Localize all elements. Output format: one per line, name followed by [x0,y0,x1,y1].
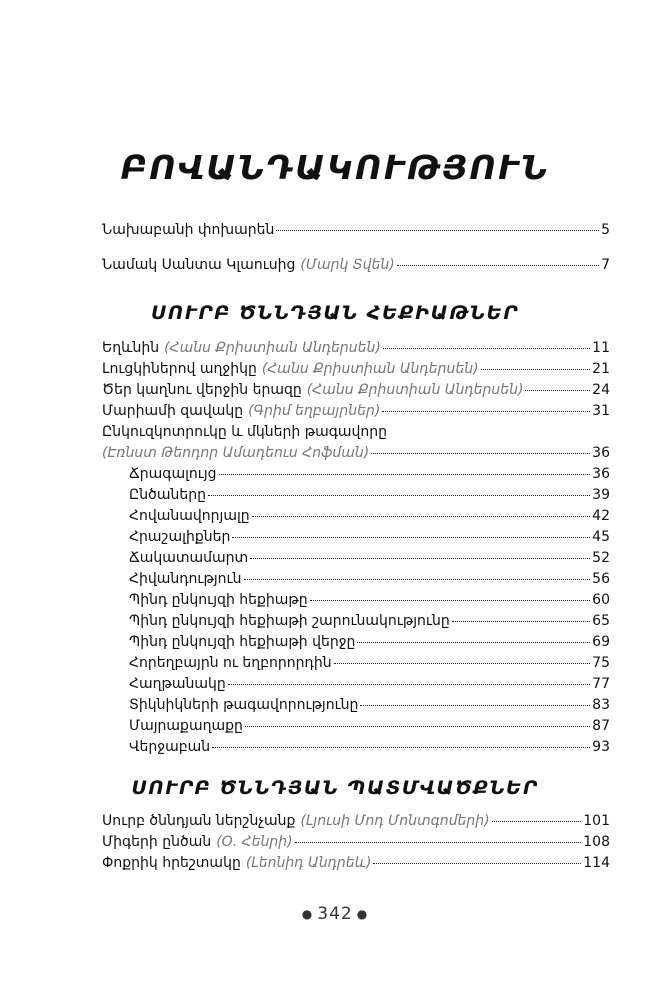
entry-author: (Օ. Հենրի) [216,834,293,850]
entry-label: Փոքրիկ հրեշտակը [102,855,241,871]
toc-chapter[interactable] [129,654,610,672]
dot-leader [383,348,590,349]
chapter-label: Ճակատամարտ [129,550,249,566]
entry-author: (Լյուսի Մոդ Մոնտգոմերի) [300,813,490,829]
dot-leader [373,863,581,864]
toc-entry[interactable] [102,339,610,357]
chapter-page: 83 [592,697,610,713]
toc-entry[interactable] [102,812,610,830]
chapter-label: Հովանավորյալը [129,508,250,524]
dot-leader [382,411,590,412]
chapter-page: 39 [592,487,610,503]
toc-chapter[interactable] [129,507,610,525]
dot-leader [492,821,582,822]
toc-chapter[interactable] [129,570,610,588]
chapter-page: 93 [592,739,610,755]
chapter-label: Մայրաքաղաքը [129,718,243,734]
chapter-page: 45 [592,529,610,545]
dot-leader [452,621,590,622]
dot-leader [250,558,590,559]
dot-leader [371,453,590,454]
page-title: ԲՈՎԱՆԴԱԿՈՒԹՅՈՒՆ [120,148,550,187]
toc-chapter[interactable] [129,717,610,735]
toc-chapter[interactable] [129,486,610,504]
entry-label: Մարիամի զավակը [102,403,244,419]
toc-chapter[interactable] [129,549,610,567]
section-heading-stories: ՍՈՒՐԲ ԾՆՆԴՅԱՆ ՊԱՏՄՎԱԾՔՆԵՐ [131,777,539,799]
toc-chapter[interactable] [129,528,610,546]
dot-leader [276,230,599,231]
entry-label: Սուրբ ծննդյան ներշնչանք [102,813,296,829]
chapter-label: Հրաշալիքներ [129,529,231,545]
chapter-label: Պինդ ընկույզի հեքիաթը [129,592,308,608]
entry-label: Նախաբանի փոխարեն [102,222,275,238]
toc-entry[interactable] [102,381,610,399]
chapter-label: Պինդ ընկույզի հեքիաթի շարունակությունը [129,613,450,629]
page-number: 342 [317,904,353,924]
entry-page: 36 [592,445,610,461]
chapter-label: Պինդ ընկույզի հեքիաթի վերջը [129,634,356,650]
toc-entry-preface[interactable] [102,221,610,239]
page-footer [0,904,670,924]
bullet-ornament: ● [301,907,314,921]
dot-leader [525,390,590,391]
entry-label: Ծեր կաղնու վերջին երազը [102,382,302,398]
chapter-page: 75 [592,655,610,671]
chapter-label: Հորեղբայրն ու եղբորորդին [129,655,332,671]
toc-entry[interactable] [102,360,610,378]
dot-leader [310,600,591,601]
chapter-page: 56 [592,571,610,587]
dot-leader [219,474,591,475]
entry-label: Եղևնին [102,340,160,356]
chapter-page: 77 [592,676,610,692]
dot-leader [295,842,582,843]
entry-page: 21 [592,361,610,377]
chapter-label: Ճրագալույց [129,466,217,482]
dot-leader [357,642,590,643]
toc-entry[interactable] [102,854,610,872]
entry-author: (Էռնստ Թեոդոր Ամադեուս Հոֆման) [102,445,370,461]
dot-leader [334,663,591,664]
entry-author: (Լեոնիդ Անդրեև) [245,855,372,871]
toc-entry[interactable] [102,833,610,851]
toc-chapter[interactable] [129,612,610,630]
dot-leader [245,726,590,727]
toc-chapter[interactable] [129,738,610,756]
chapter-page: 52 [592,550,610,566]
chapter-page: 36 [592,466,610,482]
entry-author: (Մարկ Տվեն) [300,257,395,273]
chapter-label: Հիվանդություն [129,571,242,587]
toc-chapter[interactable] [129,633,610,651]
entry-author: (Հանս Քրիստիան Անդերսեն) [306,382,524,398]
entry-label: Լուցկիներով աղջիկը [102,361,257,377]
entry-page: 108 [583,834,610,850]
dot-leader [232,537,590,538]
entry-label: Նամակ Սանտա Կլաուսից [102,257,296,273]
toc-chapter[interactable] [129,696,610,714]
entry-author: (Գրիմ եղբայրներ) [248,403,381,419]
dot-leader [397,265,599,266]
chapter-label: Տիկնիկների թագավորությունը [129,697,359,713]
chapter-page: 65 [592,613,610,629]
toc-group-author-line[interactable] [102,444,610,462]
entry-page: 11 [592,340,610,356]
toc-entry-santa-letter[interactable] [102,256,610,274]
chapter-page: 69 [592,634,610,650]
entry-page: 101 [583,813,610,829]
entry-author: (Հանս Քրիստիան Անդերսեն) [164,340,381,356]
toc-entry[interactable] [102,402,610,420]
section-heading-tales: ՍՈՒՐԲ ԾՆՆԴՅԱՆ ՀԵՔԻԱԹՆԵՐ [151,302,519,324]
toc-group-title[interactable]: Ընկուզկոտրուկը և մկների թագավորը [102,424,388,440]
chapter-page: 60 [592,592,610,608]
dot-leader [481,369,591,370]
entry-page: 5 [601,222,610,238]
dot-leader [244,579,591,580]
dot-leader [212,747,590,748]
dot-leader [228,684,590,685]
chapter-label: Ընծաները [129,487,206,503]
chapter-label: Հաղթանակը [129,676,226,692]
entry-page: 24 [592,382,610,398]
chapter-page: 87 [592,718,610,734]
dot-leader [208,495,590,496]
dot-leader [360,705,590,706]
entry-page: 7 [601,257,610,273]
entry-page: 114 [583,855,610,871]
bullet-ornament: ● [356,907,369,921]
entry-author: (Հանս Քրիստիան Անդերսեն) [261,361,479,377]
dot-leader [252,516,591,517]
chapter-label: Վերջաբան [129,739,211,755]
toc-chapter[interactable] [129,465,610,483]
toc-chapter[interactable] [129,675,610,693]
entry-page: 31 [592,403,610,419]
chapter-page: 42 [592,508,610,524]
toc-chapter[interactable] [129,591,610,609]
entry-label: Միգերի ընծան [102,834,212,850]
